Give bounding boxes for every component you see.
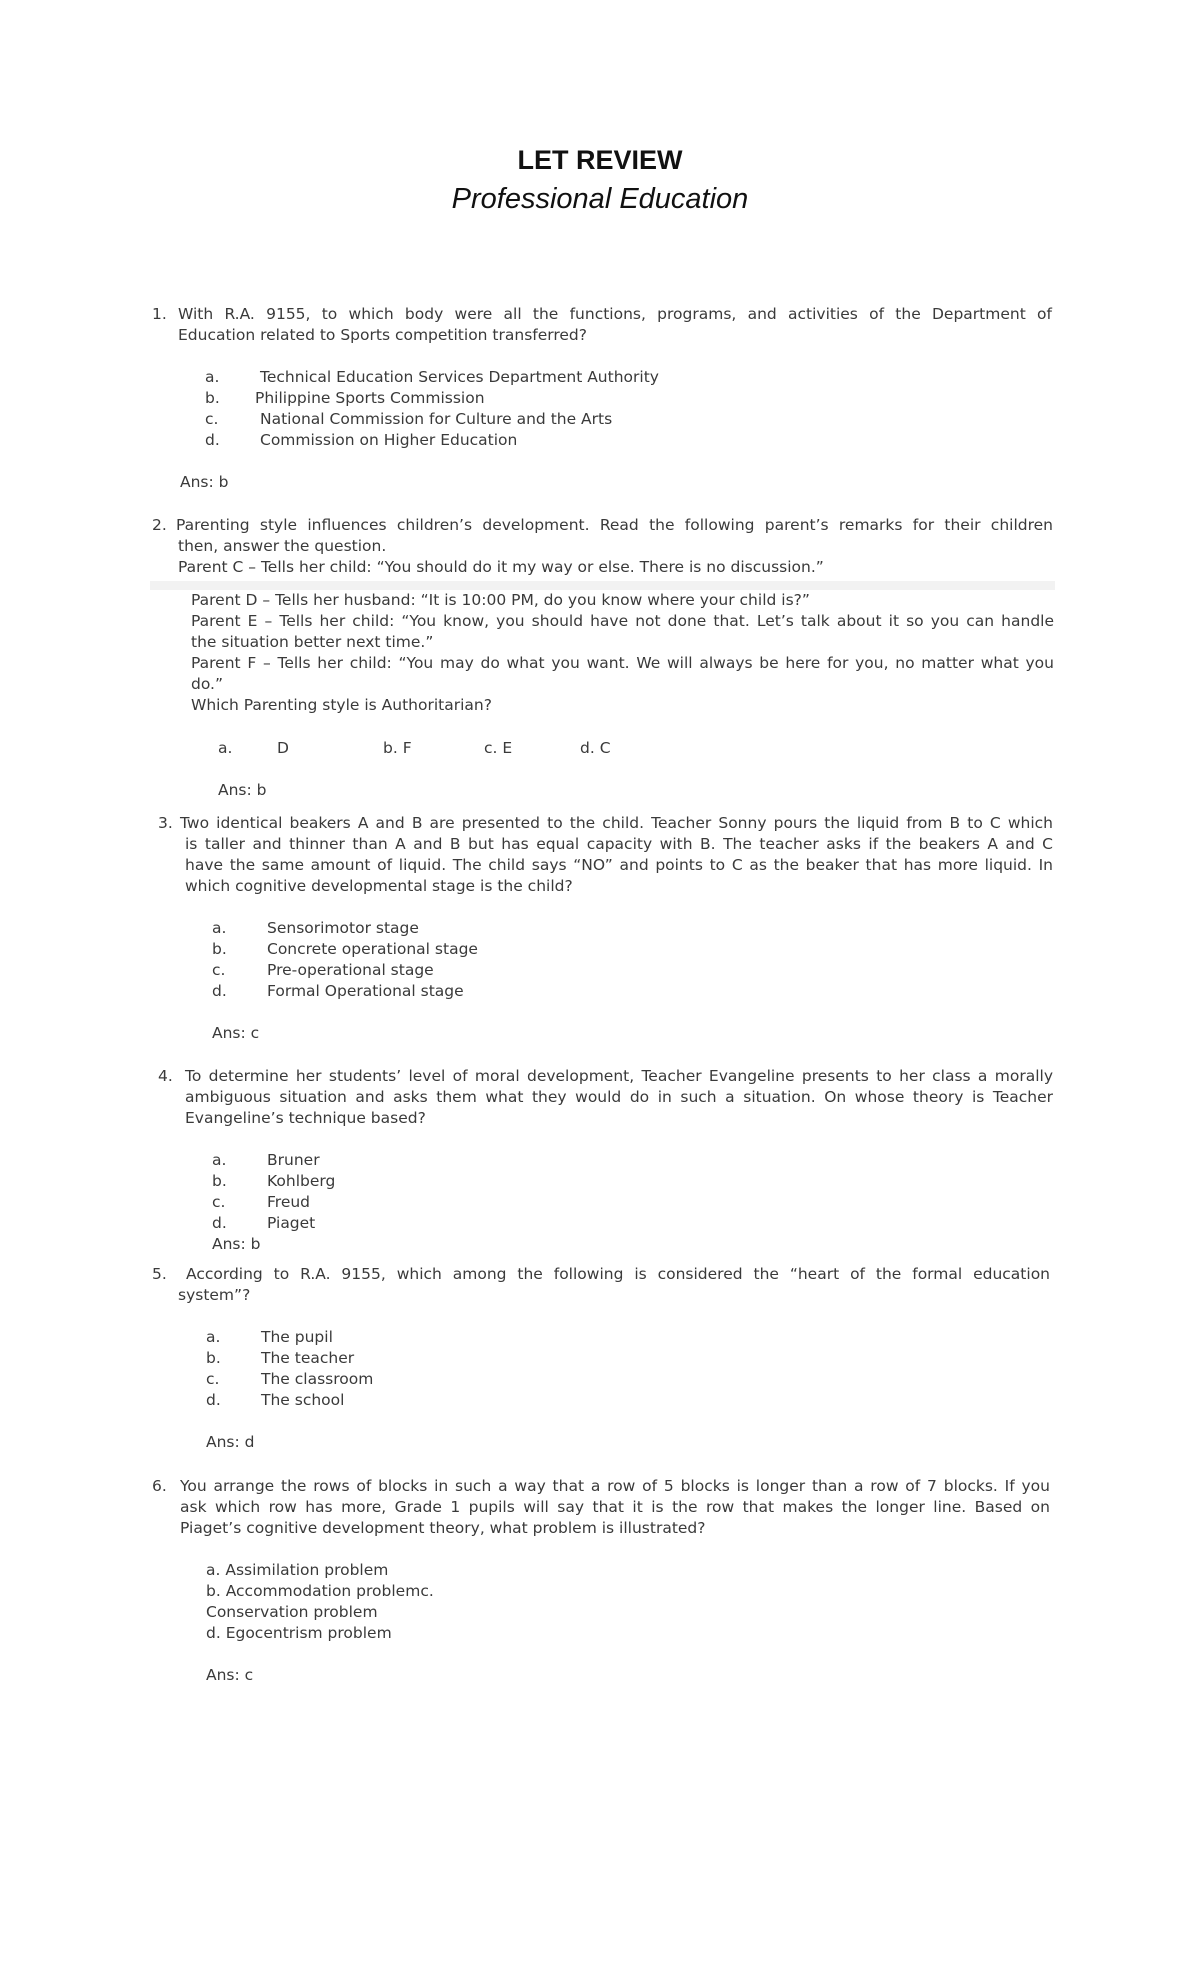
question-number: 3.	[158, 814, 173, 832]
question-text-line: ambiguous situation and asks them what they would do in such a situation. On whose theory is Teacher	[185, 1088, 1053, 1106]
option-label: a.	[206, 1328, 221, 1346]
option-b	[206, 1348, 354, 1369]
question-number: 4.	[158, 1067, 173, 1085]
option-b	[212, 939, 478, 960]
option-text: Philippine Sports Commission	[255, 389, 485, 407]
question-text-line: Piaget’s cognitive development theory, what problem is illustrated?	[180, 1519, 706, 1537]
option-c	[205, 409, 612, 430]
question-text-line: Evangeline’s technique based?	[185, 1109, 426, 1127]
option-label: a.	[205, 368, 220, 386]
option-text: Freud	[267, 1193, 311, 1211]
option-a	[212, 1150, 320, 1171]
question-text-line: According to R.A. 9155, which among the following is considered the “heart of the formal education	[186, 1265, 1050, 1283]
option-label: b.	[212, 940, 227, 958]
option-text: Piaget	[267, 1214, 316, 1232]
option-text: Bruner	[267, 1151, 320, 1169]
option-b	[205, 388, 485, 409]
option-text: Sensorimotor stage	[267, 919, 419, 937]
answer: Ans: b	[218, 781, 267, 799]
question-text-line: Parenting style influences children’s development. Read the following parent’s remarks for their children	[176, 516, 1053, 534]
option-d	[206, 1390, 344, 1411]
option-text: The school	[261, 1391, 345, 1409]
question-text-line: have the same amount of liquid. The child says “NO” and points to C as the beaker that has more liquid. In	[185, 856, 1053, 874]
option-label: c.	[212, 1193, 226, 1211]
option-c	[206, 1369, 373, 1390]
option-d	[212, 1213, 315, 1234]
question-text-line: system”?	[178, 1286, 251, 1304]
question-text-line: Parent F – Tells her child: “You may do what you want. We will always be here for you, no matter what you	[191, 654, 1054, 672]
option-text: Pre-operational stage	[267, 961, 434, 979]
question-text-line: Which Parenting style is Authoritarian?	[191, 696, 492, 714]
option-a-label: a.	[218, 739, 233, 757]
option-a-text: D	[277, 739, 289, 757]
option-label: b.	[212, 1172, 227, 1190]
option-text: The teacher	[261, 1349, 355, 1367]
option-text: Commission on Higher Education	[260, 431, 518, 449]
question-number: 1.	[152, 305, 167, 323]
option-text: National Commission for Culture and the Arts	[260, 410, 613, 428]
option-text: Technical Education Services Department Authority	[260, 368, 659, 386]
option-c	[212, 1192, 310, 1213]
option-label: b.	[206, 1349, 221, 1367]
option-text: Formal Operational stage	[267, 982, 464, 1000]
option-d: d. C	[580, 739, 611, 757]
question-text-line: You arrange the rows of blocks in such a way that a row of 5 blocks is longer than a row of 7 blocks. If you	[180, 1477, 1050, 1495]
scan-divider	[150, 581, 1055, 590]
question-number: 2.	[152, 516, 167, 534]
question-text-line: Education related to Sports competition transferred?	[178, 326, 588, 344]
question-text-line: Parent C – Tells her child: “You should do it my way or else. There is no discussion.”	[178, 558, 824, 576]
option-label: d.	[212, 982, 227, 1000]
question-text-line: Two identical beakers A and B are presented to the child. Teacher Sonny pours the liquid from B to C which	[180, 814, 1053, 832]
option-c: c. E	[484, 739, 513, 757]
answer: Ans: c	[206, 1666, 254, 1684]
answer: Ans: c	[212, 1024, 260, 1042]
option-label: a.	[212, 1151, 227, 1169]
question-text-line: then, answer the question.	[178, 537, 387, 555]
option-b	[212, 1171, 335, 1192]
answer: Ans: d	[206, 1433, 255, 1451]
option-text: The pupil	[261, 1328, 333, 1346]
option-a	[205, 367, 659, 388]
answer: Ans: b	[212, 1235, 261, 1253]
option-line: a. Assimilation problem	[206, 1561, 389, 1579]
question-text-line: is taller and thinner than A and B but has equal capacity with B. The teacher asks if the beakers A and C	[185, 835, 1053, 853]
option-label: d.	[206, 1391, 221, 1409]
option-d	[212, 981, 464, 1002]
option-a	[212, 918, 419, 939]
question-text-line: which cognitive developmental stage is the child?	[185, 877, 573, 895]
option-line: d. Egocentrism problem	[206, 1624, 392, 1642]
option-d	[205, 430, 517, 451]
option-c	[212, 960, 434, 981]
option-text: Concrete operational stage	[267, 940, 478, 958]
option-text: The classroom	[261, 1370, 374, 1388]
option-a	[206, 1327, 333, 1348]
document-title: LET REVIEW	[517, 145, 683, 175]
question-text-line: ask which row has more, Grade 1 pupils will say that it is the row that makes the longer line. Based on	[180, 1498, 1050, 1516]
option-label: b.	[205, 389, 220, 407]
question-text-line: Parent D – Tells her husband: “It is 10:00 PM, do you know where your child is?”	[191, 591, 810, 609]
question-text-line: With R.A. 9155, to which body were all the functions, programs, and activities of the Department of	[178, 305, 1052, 323]
option-label: d.	[212, 1214, 227, 1232]
question-text-line: To determine her students’ level of moral development, Teacher Evangeline presents to her class a morally	[185, 1067, 1053, 1085]
option-label: a.	[212, 919, 227, 937]
option-line: Conservation problem	[206, 1603, 378, 1621]
option-label: c.	[212, 961, 226, 979]
question-number: 5.	[152, 1265, 167, 1283]
answer: Ans: b	[180, 473, 229, 491]
option-line: b. Accommodation problemc.	[206, 1582, 434, 1600]
question-text-line: the situation better next time.”	[191, 633, 434, 651]
document-subtitle: Professional Education	[451, 183, 749, 215]
question-text-line: do.”	[191, 675, 224, 693]
question-number: 6.	[152, 1477, 167, 1495]
option-label: d.	[205, 431, 220, 449]
option-label: c.	[205, 410, 219, 428]
question-text-line: Parent E – Tells her child: “You know, you should have not done that. Let’s talk about it so you can handle	[191, 612, 1054, 630]
option-b: b. F	[383, 739, 412, 757]
option-text: Kohlberg	[267, 1172, 336, 1190]
option-label: c.	[206, 1370, 220, 1388]
